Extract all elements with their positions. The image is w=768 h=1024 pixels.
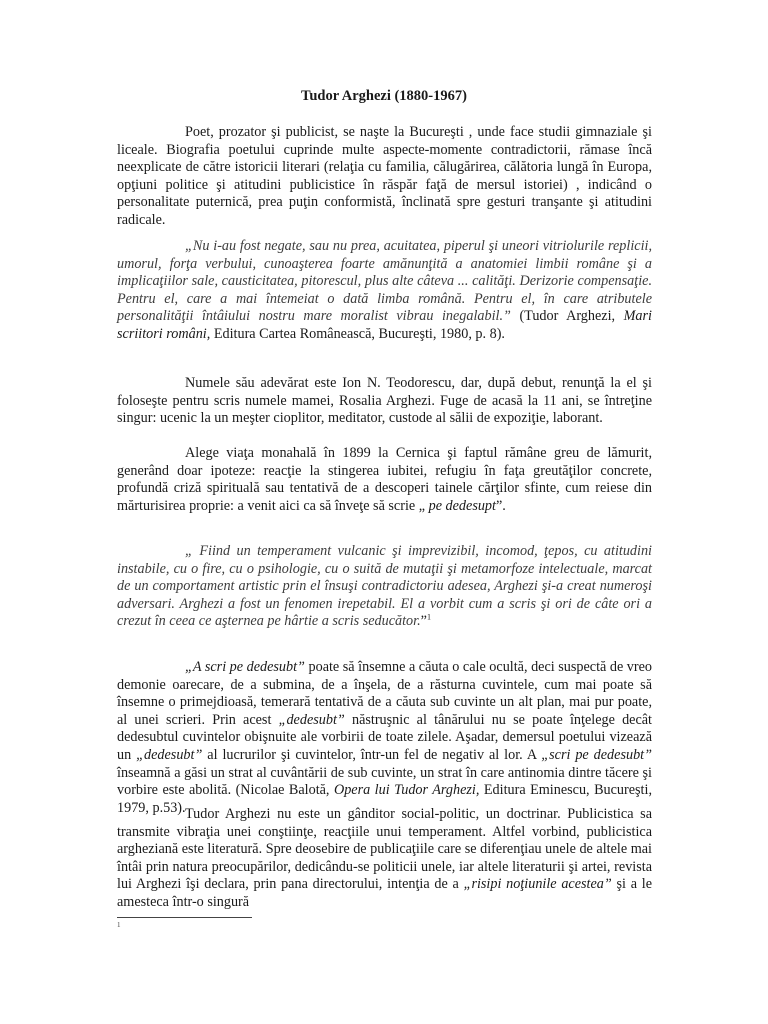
- document-title: Tudor Arghezi (1880-1967): [301, 88, 467, 104]
- footnote-number: 1: [117, 921, 121, 929]
- dedesubt-phrase-2: „dedesubt”: [278, 711, 345, 728]
- biography-paragraph: Numele său adevărat este Ion N. Teodorescu, dar, după debut, renunţă la el şi foloseşte pentru scris numele mamei, Rosalia Arghezi. Fuge de acasă la 11 ani, se întreţine singur: ucenic la un meşter cioplitor, meditator, custode al sălii de expoziţie, laborant.: [117, 375, 652, 427]
- quote-text: „Nu i-au fost negate, sau nu prea, acuitatea, piperul şi uneori vitriolurile replicii, umorul, forţa verbului, cunoaşterea foarte amănunţită a anatomiei limbii române şi a implicaţiilor sale, causticitatea, pitorescul, plus alte câteva ... calităţi. Derizorie compensaţie. Pentru el, care a mai întemeiat o dată limba română. Pentru el, în care atributele personalităţii întâiului nostru mare moralist vibrau inegalabil.”: [117, 238, 652, 325]
- intro-paragraph: Poet, prozator şi publicist, se naşte la Bucureşti , unde face studii gimnaziale şi liceale. Biografia poetului cuprinde multe aspecte-momente contradictorii, rămase încă neexplicate de către istoricii literari (relaţia cu familia, călugărirea, călătoria lungă în Europa, opţiuni politice şi atitudini publicistice în răspăr faţă de mersul istoriei) , indicând o personalitate puternică, prea puţin conformistă, înclinată spre gesturi tranşante şi atitudini radicale.: [117, 124, 652, 228]
- dedesubt-text-4: înseamnă a găsi un strat al cuvântării de sub cuvinte, un strat în care antinomia dintre tăcere şi vorbire este abolită. (Nicolae Balotă,: [117, 764, 652, 799]
- citation-suffix: Editura Cartea Românească, Bucureşti, 1980, p. 8).: [210, 325, 505, 342]
- citation-book-title: Mari scriitori români,: [117, 308, 652, 342]
- footnote-reference: 1: [426, 612, 431, 622]
- quote-paragraph-1: [117, 238, 652, 344]
- quote-text-2: „ Fiind un temperament vulcanic şi imprevizibil, incomod, ţepos, cu atitudini instabile, cu o fire, cu o psihologie, cu o suită de mutaţii şi metamorfoze intelectuale, marcat de un comportament artistic prin el însuşi contradictoriu adesea, Arghezi şi-a creat numeroşi adversari. Arghezi a fost un fenomen irepetabil. El a vorbit cum a scris şi ori de câte ori a crezut în ceea ce aşternea pe hârtie a scris seducător.: [117, 543, 652, 630]
- dedesubt-text-3: al lucrurilor şi cuvintelor, într-un fel de negativ al lor. A: [202, 746, 542, 763]
- footnote-separator: [117, 917, 252, 918]
- quote-close: ”: [420, 613, 427, 630]
- dedesubt-text-5: Editura Eminescu, Bucureşti, 1979, p.53).: [117, 782, 652, 816]
- dedesubt-text-1: poate să însemne a căuta o cale ocultă, deci suspectă de vreo demonie oarecare, de a submina, de a înşela, de a răsturna cuvintele, cum mai poate să însemne o primejdioasă, temerară tentativă de a căuta sub cuvinte un alt plan, mai pur poate, al unei scrieri. Prin acest: [117, 659, 653, 728]
- monastic-text: Alege viaţa monahală în 1899 la Cernica şi faptul rămâne greu de lămurit, generând doar ipoteze: reacţie la stingerea iubitei, refugiu în faţa greutăţilor concrete, profundă criză spirituală sau tentativă de a descoperi tainele cărţilor sfinte, cum reiese din mărturisirea proprie: a venit aici ca să înveţe să scrie „: [117, 445, 652, 514]
- citation-book-title-2: Opera lui Tudor Arghezi,: [333, 782, 480, 799]
- monastic-paragraph: [117, 445, 652, 515]
- publicist-text-2: şi a le amesteca într-o singură: [117, 876, 653, 910]
- dedesubt-phrase-1: „A scri pe dedesubt”: [185, 659, 305, 675]
- monastic-end: ”.: [495, 497, 506, 514]
- dedesubt-paragraph: [117, 659, 652, 817]
- citation-prefix: (Tudor Arghezi,: [510, 308, 624, 325]
- publicist-paragraph: [117, 806, 652, 912]
- monastic-italic-phrase: pe dedesupt: [428, 497, 496, 514]
- dedesubt-phrase-3: „dedesubt”: [136, 746, 203, 763]
- quote-paragraph-2: [117, 543, 652, 631]
- dedesubt-phrase-4: „scri pe dedesubt”: [541, 746, 652, 763]
- publicist-italic-phrase: „risipi noţiunile acestea”: [463, 876, 612, 893]
- dedesubt-text-2: năstruşnic al tânărului nu se poate înţelege decât dedesubtul cuvintelor obişnuite ale vorbirii de toate zilele. Aşadar, demersul poetului vizează un: [117, 711, 652, 763]
- publicist-text-1: Tudor Arghezi nu este un gânditor social-politic, un doctrinar. Publicistica sa transmite vibraţia unei conştiinţe, reacţiile unui temperament. Altfel vorbind, publicistica argheziană este literatură. Spre deosebire de publicaţiile care se diferenţiau unele de altele mai întâi prin natura preocupărilor, dedicându-se politicii unele, iar altele literaturii şi artei, revista lui Arghezi îşi declara, prin pana directorului, intenţia de a: [117, 806, 652, 893]
